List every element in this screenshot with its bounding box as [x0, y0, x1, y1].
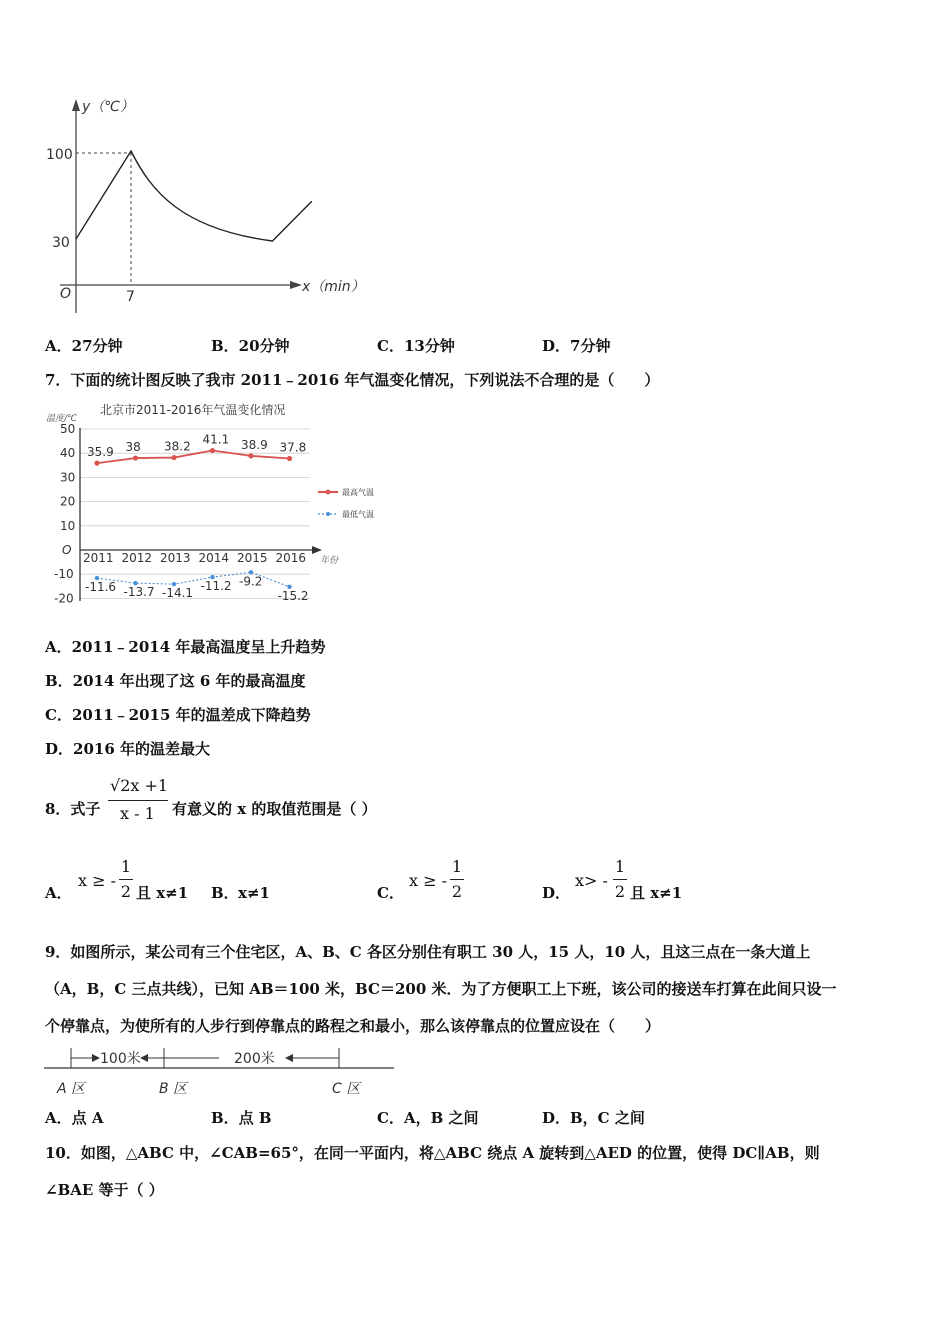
- high-temp-point: [94, 461, 99, 466]
- origin-label: O: [60, 286, 72, 302]
- q8-option-d-letter[interactable]: D．: [542, 884, 571, 902]
- q9-line-3: 个停靠点，为使所有的人步行到停靠点的路程之和最小，那么该停靠点的位置应设在（ ）: [45, 1017, 661, 1035]
- q6-options: [45, 336, 705, 356]
- q8-denominator: x - 1: [120, 804, 155, 823]
- high-temp-label: 41.1: [202, 432, 230, 447]
- q10-line-1: 10．如图，△ABC 中，∠CAB=65°，在同一平面内，将△ABC 绕点 A 旋转到△AED 的位置，使得 DC∥AB，则: [45, 1144, 820, 1162]
- chart7-y-tick: 20: [60, 494, 76, 509]
- point-a-label: A 区: [57, 1081, 86, 1097]
- legend-low-label: 最低气温: [342, 510, 374, 519]
- ab-distance-label: 100米: [100, 1051, 141, 1067]
- y-tick-100: 100: [46, 147, 73, 163]
- q8-option-a-letter[interactable]: A．: [45, 884, 72, 902]
- low-temp-label: -11.2: [200, 579, 232, 594]
- temperature-curve: [76, 151, 312, 241]
- high-temp-point: [248, 453, 253, 458]
- high-temp-label: 38.2: [164, 439, 191, 454]
- q7-option-a[interactable]: A．2011﹣2014 年最高温度呈上升趋势: [45, 638, 326, 656]
- chart7-y-tick: 30: [60, 470, 76, 485]
- temperature-time-graph: [40, 95, 370, 325]
- chart7-legend: [318, 487, 374, 519]
- q9-option-b[interactable]: B．点 B: [211, 1109, 272, 1127]
- y-axis-label: y（℃）: [82, 99, 135, 115]
- q9-option-a[interactable]: A．点 A: [45, 1109, 104, 1127]
- q8-option-b-text: x≠1: [238, 884, 270, 902]
- high-temp-point: [171, 455, 176, 460]
- q8-option-c-lhs: x ≥ -: [409, 871, 448, 890]
- q7-stem: 7．下面的统计图反映了我市 2011﹣2016 年气温变化情况，下列说法不合理的是（ ）: [45, 371, 660, 389]
- high-temp-point: [287, 456, 292, 461]
- q6-option-b[interactable]: B．20分钟: [211, 337, 290, 355]
- q8-option-a-den: 2: [120, 882, 132, 901]
- low-temp-label: -14.1: [162, 586, 194, 601]
- chart7-x-tick: 2014: [198, 551, 230, 565]
- low-temp-label: -15.2: [277, 588, 309, 603]
- chart7-x-arrow: [312, 546, 322, 554]
- q9-option-c[interactable]: C．A，B 之间: [377, 1109, 479, 1127]
- q8-fraction: [108, 776, 170, 826]
- chart7-y-tick: O: [62, 543, 72, 557]
- q8-option-c-num: 1: [451, 857, 463, 876]
- q8-option-d-num: 1: [614, 857, 626, 876]
- low-temp-label: -9.2: [239, 574, 263, 589]
- high-temp-point: [133, 455, 138, 460]
- q9-line-2: （A，B，C 三点共线），已知 AB＝100 米，BC＝200 米．为了方便职工上下班，该公司的接送车打算在此间只设一: [45, 980, 837, 998]
- q6-option-d[interactable]: D．7分钟: [542, 337, 611, 355]
- low-temp-label: -11.6: [85, 580, 117, 595]
- q9-line-1: 9．如图所示，某公司有三个住宅区，A、B、C 各区分别住有职工 30 人，15 人，10 人，且这三点在一条大道上: [45, 943, 811, 961]
- q9-options: [45, 1108, 705, 1128]
- point-c-label: C 区: [332, 1081, 361, 1097]
- q8-option-a-lhs: x ≥ -: [78, 871, 117, 890]
- q10-line-2: ∠BAE 等于（ ）: [45, 1181, 164, 1199]
- q8-option-c-den: 2: [451, 882, 463, 901]
- q8-option-a-tail: 且 x≠1: [136, 884, 189, 902]
- chart7-x-tick: 2013: [160, 551, 191, 565]
- q9-road-diagram: [44, 1043, 396, 1101]
- high-temp-point: [210, 448, 215, 453]
- y-axis-arrow: [72, 99, 80, 111]
- x-axis-label: x（min）: [302, 279, 365, 295]
- bc-distance-label: 200米: [234, 1051, 275, 1067]
- point-b-label: B 区: [159, 1081, 188, 1097]
- legend-high-label: 最高气温: [342, 488, 374, 497]
- q8-suffix: 有意义的 x 的取值范围是（ ）: [172, 800, 377, 818]
- high-temp-label: 37.8: [279, 440, 307, 455]
- chart7-y-tick: 50: [60, 422, 76, 436]
- y-tick-30: 30: [52, 235, 70, 251]
- chart7-x-tick: 2011: [83, 551, 114, 565]
- q8-prefix: 8．式子: [45, 800, 101, 818]
- q9-option-d[interactable]: D．B，C 之间: [542, 1109, 645, 1127]
- q8-options: [45, 855, 745, 905]
- chart7-y-tick: 10: [60, 518, 76, 533]
- q6-option-c[interactable]: C．13分钟: [377, 337, 455, 355]
- high-temp-label: 38: [125, 440, 141, 455]
- q8-option-d-den: 2: [614, 882, 626, 901]
- x-tick-7: 7: [126, 289, 135, 305]
- chart-title: 北京市2011-2016年气温变化情况: [100, 403, 286, 417]
- q8-option-a-num: 1: [120, 857, 132, 876]
- low-temp-label: -13.7: [123, 585, 155, 600]
- chart7-x-tick: 2016: [275, 551, 307, 565]
- q6-option-a[interactable]: A．27分钟: [45, 337, 123, 355]
- q8-option-c-letter[interactable]: C．: [377, 884, 404, 902]
- q8-option-b-letter[interactable]: B．: [211, 884, 239, 902]
- q7-option-d[interactable]: D．2016 年的温差最大: [45, 740, 210, 758]
- chart7-y-tick: -10: [54, 567, 74, 582]
- high-temp-label: 38.9: [241, 437, 268, 452]
- q7-option-b[interactable]: B．2014 年出现了这 6 年的最高温度: [45, 672, 306, 690]
- y-axis-unit-label: 温度/℃: [46, 414, 78, 424]
- chart7-x-axis-label: 年份: [320, 556, 339, 566]
- chart7-x-tick: 2015: [237, 551, 268, 565]
- chart7-y-tick: 40: [60, 446, 76, 461]
- q7-option-c[interactable]: C．2011﹣2015 年的温差成下降趋势: [45, 706, 311, 724]
- high-temp-label: 35.9: [87, 445, 114, 460]
- x-axis-arrow: [290, 281, 302, 289]
- chart7-x-tick: 2012: [121, 551, 153, 565]
- q8-option-d-tail: 且 x≠1: [630, 884, 683, 902]
- q8-numerator: √2x +1: [110, 776, 169, 795]
- chart7-y-tick: -20: [54, 591, 74, 606]
- temperature-line-chart: [44, 398, 389, 608]
- q8-option-d-lhs: x> -: [575, 871, 608, 890]
